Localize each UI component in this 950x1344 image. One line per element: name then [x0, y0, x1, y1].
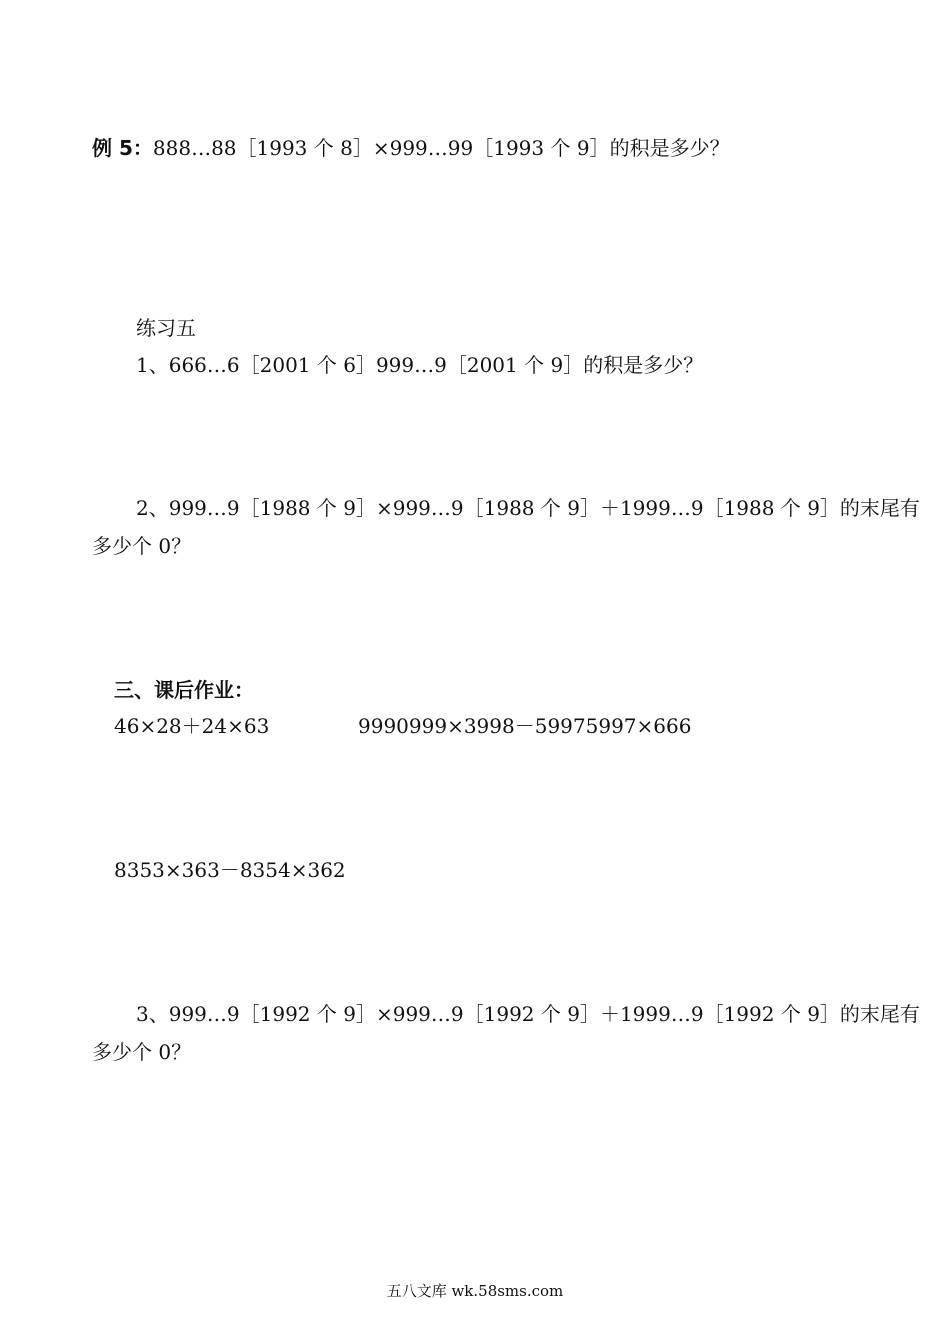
homework-expression-2: 9990999×3998－59975997×666	[358, 714, 692, 738]
homework-expression-3: 8353×363－8354×362	[114, 858, 346, 882]
example-5-label: 例 5：	[92, 136, 153, 160]
homework-question-3-line-2: 多少个 0？	[92, 1040, 192, 1064]
homework-question-3-line-1: 3、999…9［1992 个 9］×999…9［1992 个 9］＋1999…9［1992 个 9］的末尾有	[136, 1002, 920, 1026]
practice-question-2-line-1: 2、999…9［1988 个 9］×999…9［1988 个 9］＋1999…9［1988 个 9］的末尾有	[136, 496, 920, 520]
practice-question-1: 1、666…6［2001 个 6］999…9［2001 个 9］的积是多少？	[136, 353, 704, 377]
homework-title: 三、课后作业：	[114, 678, 254, 702]
footer-watermark: 五八文库 wk.58sms.com	[386, 1282, 564, 1300]
example-5	[92, 136, 730, 160]
practice-title: 练习五	[136, 316, 196, 340]
practice-question-2-line-2: 多少个 0？	[92, 534, 192, 558]
example-5-text: 888…88［1993 个 8］×999…99［1993 个 9］的积是多少？	[152, 136, 730, 160]
homework-expression-1: 46×28＋24×63	[114, 714, 270, 738]
